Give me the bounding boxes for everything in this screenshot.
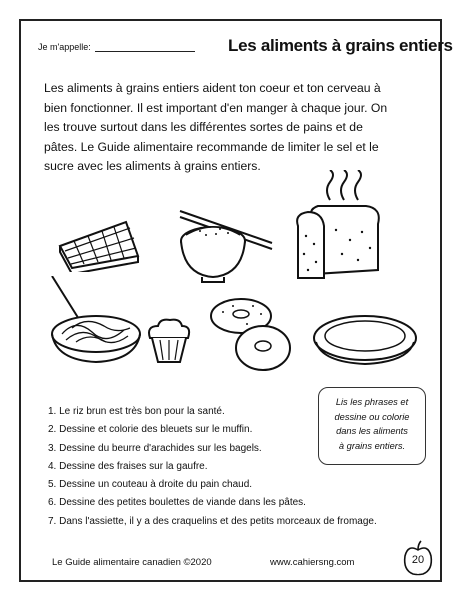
- footer-copyright: Le Guide alimentaire canadien ©2020: [52, 557, 212, 568]
- instructions-note-box: [318, 387, 426, 465]
- intro-line: les trouve surtout dans les différentes sortes de pains et de: [44, 120, 363, 134]
- note-line: dans les aliments: [336, 426, 408, 436]
- spaghetti-bowl-illustration[interactable]: [46, 276, 146, 366]
- page-number-badge: [400, 540, 436, 576]
- muffin-illustration[interactable]: [144, 318, 194, 366]
- instruction-item: 7. Dans l'assiette, il y a des craquelins et des petits morceaux de fromage.: [48, 515, 377, 527]
- instruction-item: 5. Dessine un couteau à droite du pain chaud.: [48, 479, 253, 491]
- intro-line: Les aliments à grains entiers aident ton coeur et ton cerveau à: [44, 81, 381, 95]
- bread-loaf-illustration[interactable]: [292, 170, 388, 282]
- page-number: 20: [411, 554, 425, 566]
- page-title: Les aliments à grains entiers: [228, 36, 453, 55]
- note-line: Lis les phrases et: [335, 397, 409, 407]
- instruction-item: 3. Dessine du beurre d'arachides sur les bagels.: [48, 442, 262, 454]
- bagels-illustration[interactable]: [205, 296, 295, 376]
- name-input-line[interactable]: [95, 42, 195, 52]
- waffle-illustration[interactable]: [56, 216, 142, 272]
- instruction-item: 2. Dessine et colorie des bleuets sur le muffin.: [48, 424, 253, 436]
- note-line: dessine ou colorie: [334, 411, 410, 422]
- instruction-item: 4. Dessine des fraises sur la gaufre.: [48, 460, 208, 472]
- intro-paragraph: [44, 79, 414, 177]
- intro-line: sucre avec les aliments à grains entiers.: [44, 159, 261, 173]
- intro-line: bien fonctionner. Il est important d'en manger à chaque jour. On: [44, 100, 388, 115]
- intro-line: pâtes. Le Guide alimentaire recommande de limiter le sel et le: [44, 139, 379, 154]
- name-field-row: [38, 42, 195, 52]
- plate-illustration[interactable]: [310, 312, 420, 368]
- footer-website[interactable]: www.cahiersng.com: [270, 557, 355, 568]
- rice-bowl-illustration[interactable]: [168, 205, 278, 285]
- name-label: Je m'appelle:: [38, 42, 91, 52]
- instruction-item: 1. Le riz brun est très bon pour la santé.: [48, 406, 225, 417]
- instruction-item: 6. Dessine des petites boulettes de viande dans les pâtes.: [48, 497, 306, 509]
- note-line: à grains entiers.: [338, 440, 406, 451]
